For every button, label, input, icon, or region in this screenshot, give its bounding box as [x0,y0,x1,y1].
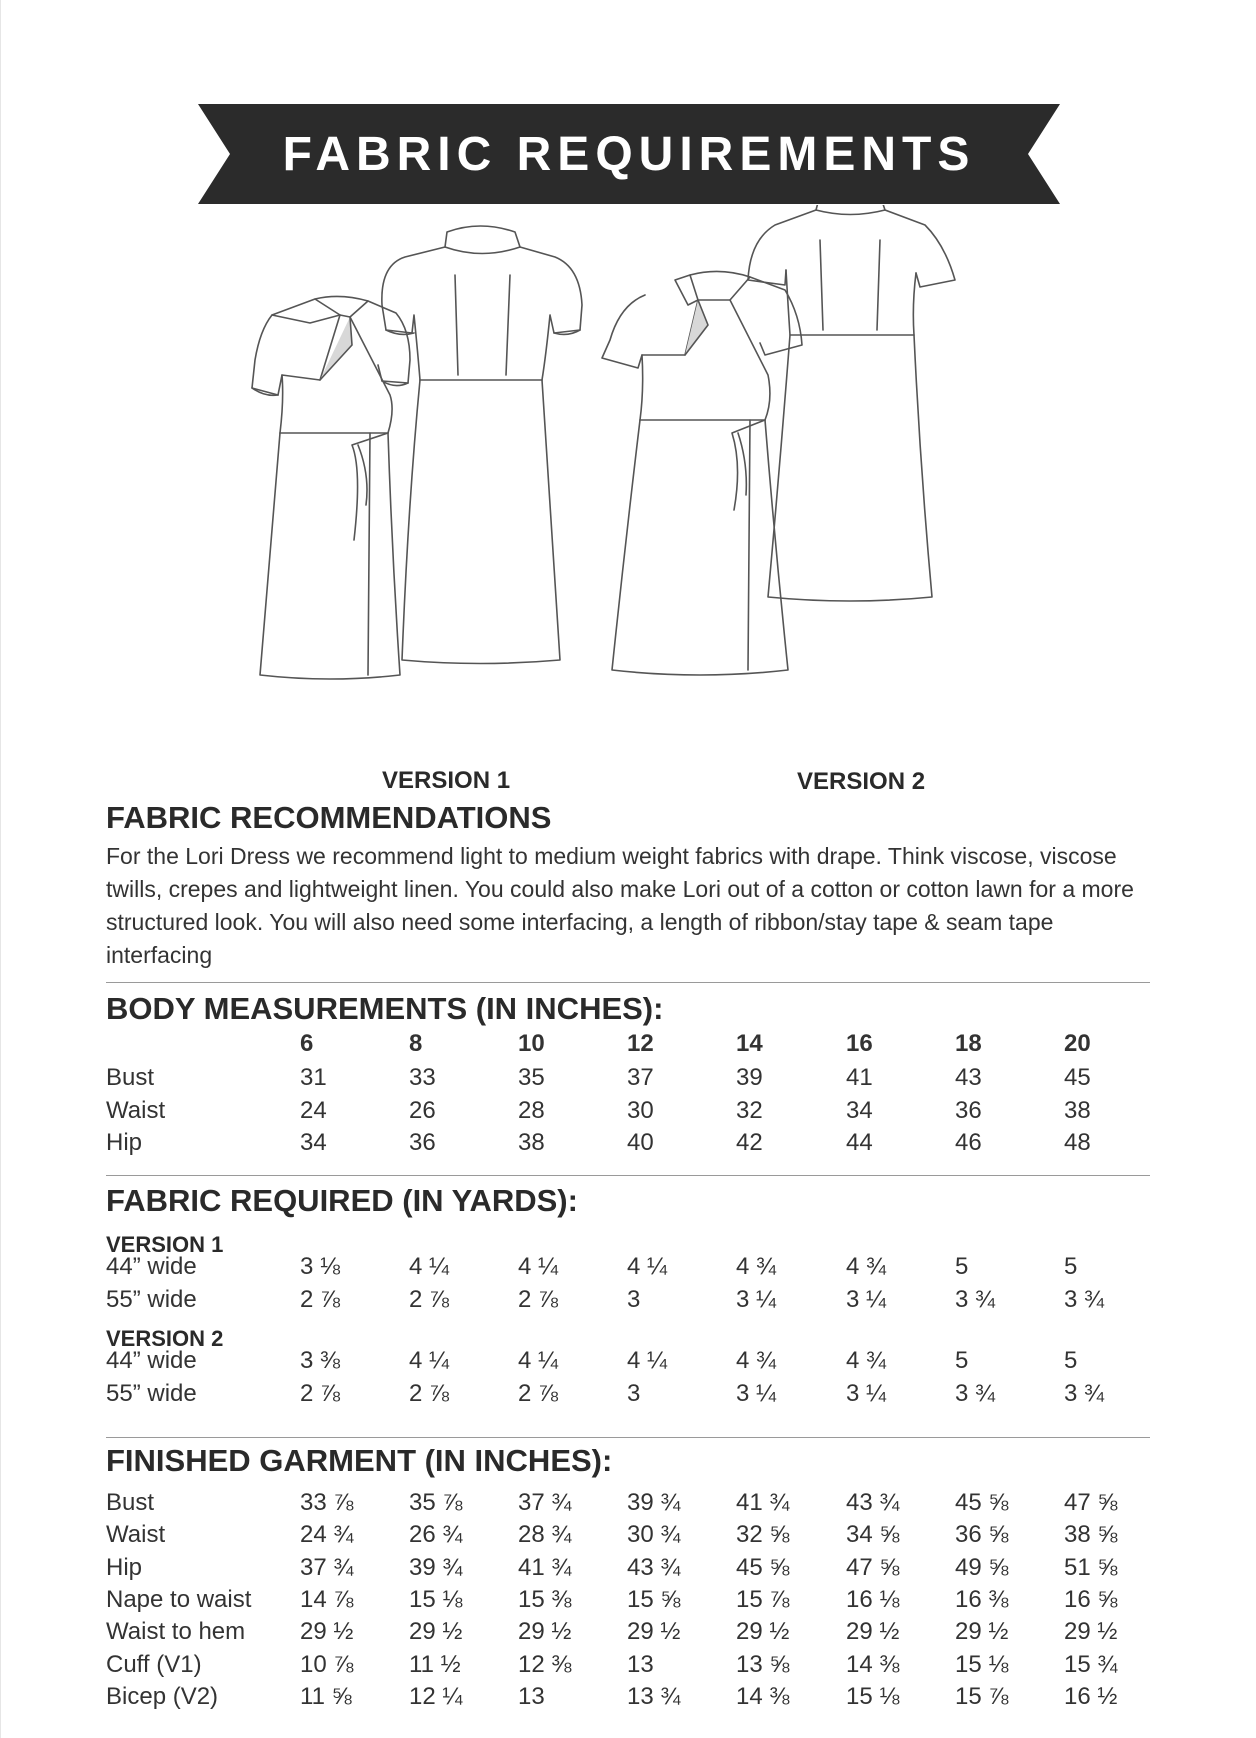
table-cell: 29 ½ [955,1618,1009,1645]
table-cell: 30 ¾ [627,1521,681,1548]
table-cell: 31 [300,1064,327,1091]
table-row [106,1618,1150,1650]
row-label: Bicep (V2) [106,1683,219,1710]
row-label: 44” wide [106,1347,197,1374]
table-cell: 28 ¾ [518,1521,572,1548]
page-title: FABRIC REQUIREMENTS [282,127,976,181]
table-cell: 32 [736,1097,763,1124]
table-cell: 2 ⅞ [300,1380,341,1407]
table-row [106,1521,1150,1553]
table-cell: 4 ¾ [846,1253,887,1280]
size-label: 12 [627,1030,654,1057]
table-cell: 34 [846,1097,873,1124]
table-row [106,1380,1150,1412]
table-cell: 13 ⅝ [736,1651,790,1678]
table-cell: 4 ¼ [518,1253,559,1280]
table-cell: 3 ¼ [846,1286,887,1313]
table-row [106,1489,1150,1521]
title-banner [198,104,1060,204]
table-cell: 13 [627,1651,654,1678]
row-label: 44” wide [106,1253,197,1280]
table-cell: 38 ⅝ [1064,1521,1118,1548]
table-cell: 15 ⅛ [409,1586,463,1613]
row-label: Nape to waist [106,1586,252,1613]
table-cell: 14 ⅜ [736,1683,790,1710]
table-cell: 39 ¾ [409,1554,463,1581]
table-cell: 3 ¼ [736,1286,777,1313]
table-cell: 37 ¾ [518,1489,572,1516]
table-row [106,1554,1150,1586]
page-edge [0,0,1,1738]
table-cell: 15 ⅝ [627,1586,681,1613]
version1-back-drawing [382,226,582,664]
table-cell: 48 [1064,1129,1091,1156]
table-cell: 14 ⅜ [846,1651,900,1678]
divider [106,1175,1150,1176]
table-cell: 15 ⅛ [955,1651,1009,1678]
table-cell: 12 ⅜ [518,1651,572,1678]
table-cell: 41 [846,1064,873,1091]
table-cell: 40 [627,1129,654,1156]
size-label: 10 [518,1030,545,1057]
finished-garment-heading: FINISHED GARMENT (IN INCHES): [106,1443,613,1478]
dress-illustrations [220,205,1040,795]
table-cell: 36 ⅝ [955,1521,1009,1548]
size-label: 6 [300,1030,314,1057]
version2-back-drawing [748,205,955,601]
table-cell: 15 ⅞ [955,1683,1009,1710]
version1-subheading: VERSION 1 [106,1232,224,1257]
version1-label: VERSION 1 [382,767,511,794]
table-cell: 2 ⅞ [518,1286,559,1313]
table-cell: 4 ¼ [518,1347,559,1374]
row-label: Waist [106,1097,166,1124]
table-cell: 26 [409,1097,436,1124]
table-cell: 42 [736,1129,763,1156]
table-cell: 5 [955,1347,969,1374]
table-cell: 16 ⅛ [846,1586,900,1613]
table-cell: 38 [1064,1097,1091,1124]
table-cell: 3 ¾ [1064,1286,1105,1313]
table-cell: 45 [1064,1064,1091,1091]
fabric-recommendations-text: For the Lori Dress we recommend light to medium weight fabrics with drape. Think viscose, viscose twills, crepes and lightweight linen. You could also make Lori out of a cotton or cotton lawn for a more structured look. You will also need some interfacing, a length of ribbon/stay tape & seam tape interfacing [106,843,1134,968]
table-cell: 4 ¾ [736,1253,777,1280]
row-label: Hip [106,1554,143,1581]
table-cell: 15 ⅞ [736,1586,790,1613]
table-cell: 47 ⅝ [1064,1489,1118,1516]
table-cell: 38 [518,1129,545,1156]
table-cell: 43 ¾ [627,1554,681,1581]
version1-front-drawing [252,296,410,679]
table-cell: 4 ¾ [736,1347,777,1374]
size-label: 18 [955,1030,982,1057]
table-row [106,1129,1150,1161]
table-cell: 3 ¾ [955,1380,996,1407]
table-cell: 47 ⅝ [846,1554,900,1581]
table-cell: 37 [627,1064,654,1091]
table-cell: 13 ¾ [627,1683,681,1710]
table-cell: 37 ¾ [300,1554,354,1581]
table-cell: 46 [955,1129,982,1156]
version2-label: VERSION 2 [797,768,926,795]
table-cell: 29 ½ [846,1618,900,1645]
table-cell: 10 ⅞ [300,1651,354,1678]
table-cell: 29 ½ [409,1618,463,1645]
table-cell: 24 ¾ [300,1521,354,1548]
table-cell: 51 ⅝ [1064,1554,1118,1581]
table-cell: 24 [300,1097,327,1124]
table-cell: 3 ¼ [736,1380,777,1407]
table-cell: 29 ½ [1064,1618,1118,1645]
table-cell: 12 ¼ [409,1683,463,1710]
table-cell: 36 [409,1129,436,1156]
size-header-row [106,1030,1150,1062]
table-cell: 11 ½ [409,1651,461,1678]
table-cell: 34 ⅝ [846,1521,900,1548]
table-cell: 4 ¼ [627,1347,668,1374]
body-measurements-heading: BODY MEASUREMENTS (IN INCHES): [106,991,664,1026]
table-cell: 4 ¾ [846,1347,887,1374]
row-label: Cuff (V1) [106,1651,202,1678]
table-cell: 44 [846,1129,873,1156]
table-cell: 14 ⅞ [300,1586,354,1613]
size-label: 14 [736,1030,763,1057]
table-cell: 29 ½ [518,1618,572,1645]
table-row [106,1253,1150,1285]
table-cell: 16 ⅜ [955,1586,1009,1613]
table-cell: 28 [518,1097,545,1124]
fabric-recommendations-heading: FABRIC RECOMMENDATIONS [106,800,552,835]
table-cell: 33 ⅞ [300,1489,354,1516]
table-cell: 2 ⅞ [300,1286,341,1313]
table-cell: 5 [1064,1253,1078,1280]
table-cell: 34 [300,1129,327,1156]
table-cell: 5 [955,1253,969,1280]
table-cell: 3 [627,1286,641,1313]
table-cell: 33 [409,1064,436,1091]
divider [106,982,1150,983]
table-cell: 16 ⅝ [1064,1586,1118,1613]
table-cell: 26 ¾ [409,1521,463,1548]
table-row [106,1286,1150,1318]
table-row [106,1651,1150,1683]
table-cell: 4 ¼ [409,1347,450,1374]
table-cell: 16 ½ [1064,1683,1118,1710]
table-cell: 2 ⅞ [409,1286,450,1313]
table-cell: 49 ⅝ [955,1554,1009,1581]
row-label: 55” wide [106,1380,197,1407]
table-cell: 30 [627,1097,654,1124]
table-cell: 29 ½ [736,1618,790,1645]
table-cell: 3 ¾ [1064,1380,1105,1407]
table-cell: 3 ⅛ [300,1253,341,1280]
table-cell: 43 ¾ [846,1489,900,1516]
divider [106,1437,1150,1438]
table-cell: 43 [955,1064,982,1091]
table-row [106,1097,1150,1129]
table-cell: 4 ¼ [627,1253,668,1280]
table-cell: 5 [1064,1347,1078,1374]
row-label: Waist to hem [106,1618,246,1645]
table-row [106,1683,1150,1715]
table-cell: 35 [518,1064,545,1091]
table-cell: 41 ¾ [736,1489,790,1516]
fabric-required-heading: FABRIC REQUIRED (IN YARDS): [106,1183,578,1218]
table-cell: 15 ⅜ [518,1586,572,1613]
table-cell: 2 ⅞ [409,1380,450,1407]
row-label: Hip [106,1129,143,1156]
size-label: 8 [409,1030,423,1057]
table-cell: 29 ½ [627,1618,681,1645]
table-cell: 11 ⅝ [300,1683,352,1710]
version2-subheading: VERSION 2 [106,1326,224,1351]
table-cell: 35 ⅞ [409,1489,463,1516]
table-cell: 45 ⅝ [955,1489,1009,1516]
row-label: Waist [106,1521,166,1548]
table-cell: 32 ⅝ [736,1521,790,1548]
table-cell: 15 ⅛ [846,1683,900,1710]
row-label: 55” wide [106,1286,197,1313]
table-cell: 3 [627,1380,641,1407]
table-cell: 15 ¾ [1064,1651,1118,1678]
table-cell: 29 ½ [300,1618,354,1645]
table-row [106,1064,1150,1096]
table-row [106,1347,1150,1379]
table-cell: 45 ⅝ [736,1554,790,1581]
table-cell: 3 ¾ [955,1286,996,1313]
table-row [106,1586,1150,1618]
table-cell: 39 ¾ [627,1489,681,1516]
table-cell: 2 ⅞ [518,1380,559,1407]
size-label: 16 [846,1030,873,1057]
table-cell: 39 [736,1064,763,1091]
table-cell: 4 ¼ [409,1253,450,1280]
size-label: 20 [1064,1030,1091,1057]
table-cell: 13 [518,1683,545,1710]
table-cell: 3 ¼ [846,1380,887,1407]
version2-front-drawing [602,271,802,675]
row-label: Bust [106,1064,155,1091]
table-cell: 36 [955,1097,982,1124]
row-label: Bust [106,1489,155,1516]
table-cell: 3 ⅜ [300,1347,341,1374]
table-cell: 41 ¾ [518,1554,572,1581]
